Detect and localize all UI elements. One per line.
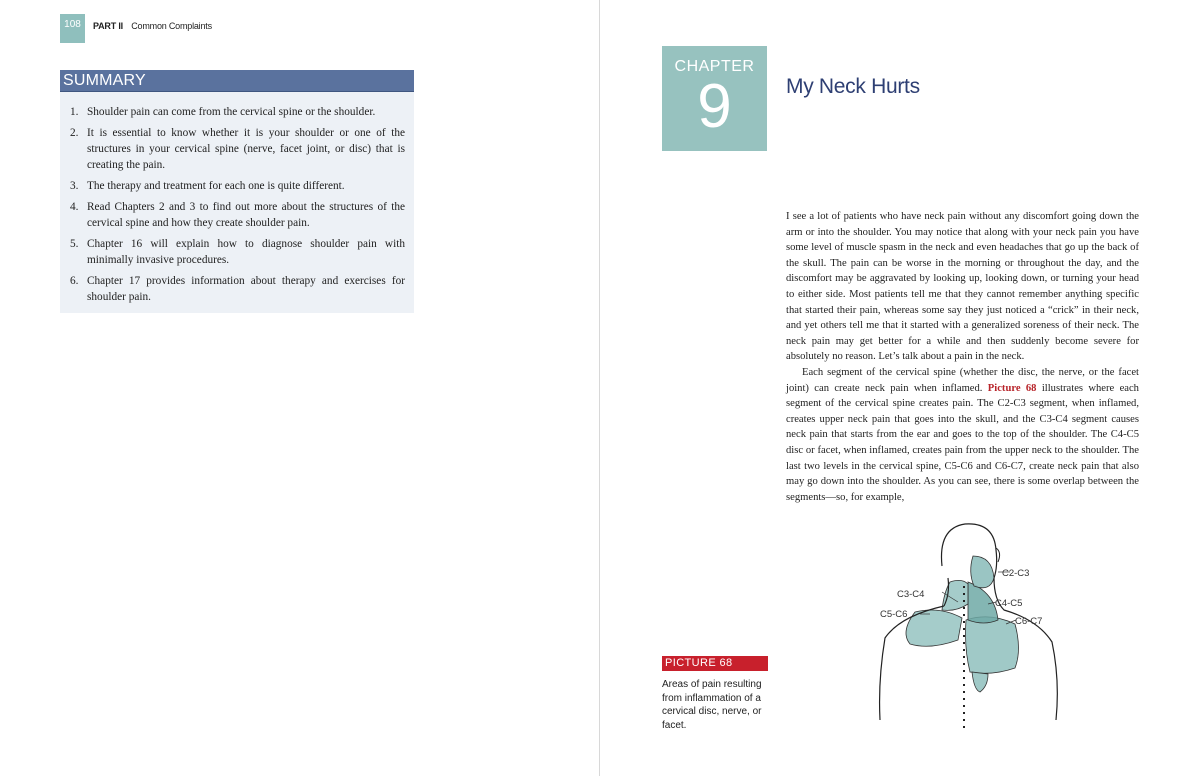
left-page [0,0,599,776]
summary-item [70,199,405,231]
summary-item [70,125,405,173]
summary-item-number: 6. [70,275,79,287]
chapter-title: My Neck Hurts [786,75,920,98]
pain-region-c6c7 [966,617,1019,674]
summary-item-number: 2. [70,127,79,139]
label-c6c7: C6-C7 [1015,616,1043,627]
label-c2c3: C2-C3 [1002,568,1030,579]
running-head-section: Common Complaints [131,21,212,31]
pain-region-c2c3 [971,556,994,588]
summary-item-number: 1. [70,106,79,118]
pain-region-c3c4 [942,580,968,610]
running-head [93,21,212,31]
summary-item [70,104,405,120]
picture-caption: Areas of pain resulting from inflammation of a cervical disc, nerve, or facet. [662,679,762,731]
summary-item [70,273,405,305]
pain-region-arm [972,672,988,692]
label-c5c6: C5-C6 [880,609,908,620]
label-c3c4: C3-C4 [897,589,925,600]
summary-item-text: Chapter 16 will explain how to diagnose shoulder pain with minimally invasive procedures. [87,238,405,266]
summary-item-text: Chapter 17 provides information about therapy and exercises for shoulder pain. [87,275,405,303]
summary-item-text: Read Chapters 2 and 3 to find out more about the structures of the cervical spine and how they create shoulder pain. [87,201,405,229]
summary-item-number: 4. [70,201,79,213]
page-number: 108 [60,14,85,43]
summary-item [70,178,405,194]
right-page [600,0,1200,776]
summary-item-text: The therapy and treatment for each one is quite different. [87,180,345,192]
label-c4c5: C4-C5 [995,598,1023,609]
chapter-box [662,46,767,151]
chapter-label: CHAPTER [674,58,755,75]
summary-item-number: 3. [70,180,79,192]
summary-item-text: It is essential to know whether it is your shoulder or one of the structures in your cervical spine (nerve, facet joint, or disc) that is creating the pain. [87,127,405,171]
paragraph-2-text-before: Each segment of the cervical spine (whether the disc, the nerve, or the facet joint) can create neck pain when inflamed. [786,366,1139,394]
summary-title: SUMMARY [60,70,414,92]
body-text [786,209,1139,505]
paragraph-2 [786,365,1139,505]
running-head-part: PART II [93,21,123,31]
chapter-number: 9 [697,72,732,141]
picture-label: PICTURE 68 [662,656,768,671]
summary-item [70,236,405,268]
summary-item-number: 5. [70,238,79,250]
summary-item-text: Shoulder pain can come from the cervical spine or the shoulder. [87,106,376,118]
summary-list [60,92,414,305]
paragraph-2-text-after: illustrates where each segment of the cervical spine creates pain. The C2-C3 segment, when inflamed, creates upper neck pain that goes into the skull, and the C3-C4 segment causes neck pain that starts from the ear and goes to the top of the shoulder. The C4-C5 disc or facet, when inflamed, creates pain from the upper neck to the shoulder. The last two levels in the cervical spine, C5-C6 and C6-C7, create neck pain that also may go down into the shoulder. As you can see, there is some overlap between the segments—so, for example, [786,382,1139,503]
paragraph-1: I see a lot of patients who have neck pain without any discomfort going down the arm or into the shoulder. You may notice that along with your neck pain you have some level of muscle spasm in the neck and even headaches that go up the back of the skull. The pain can be worse in the morning or throughout the day, and the discomfort may be aggravated by looking up, looking down, or turning your head to either side. Most patients tell me that they cannot remember anything specific that started their pain, whereas some say they just noticed a “crick” in their neck, and yet others tell me that it started with a generalized soreness of their neck. The neck pain may get better for a while and then suddenly become severe for absolutely no reason. Let’s talk about a pain in the neck. [786,211,1139,363]
picture-reference-link[interactable]: Picture 68 [987,382,1037,394]
cervical-pain-figure [870,520,1070,735]
summary-box [60,70,414,313]
